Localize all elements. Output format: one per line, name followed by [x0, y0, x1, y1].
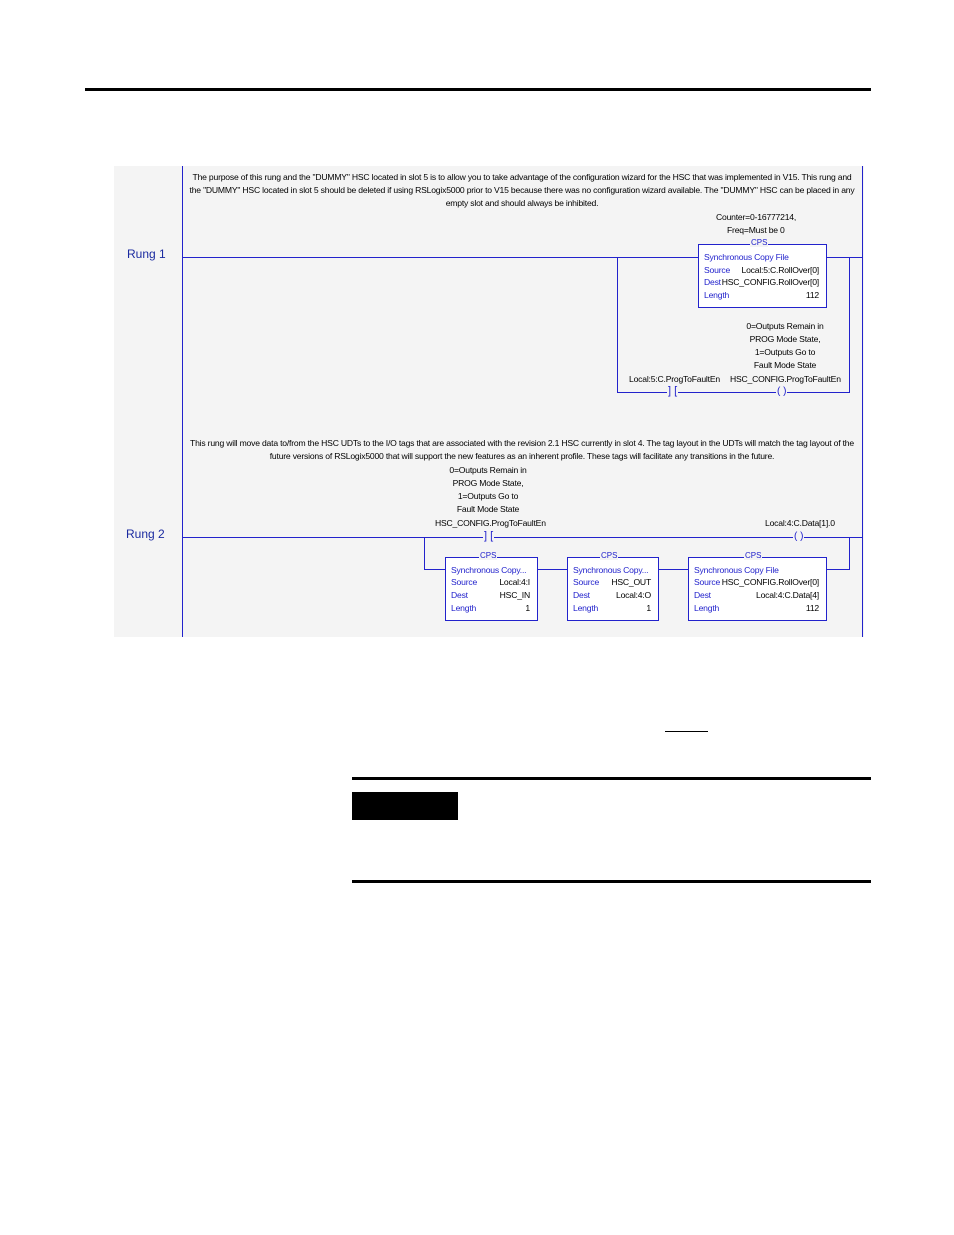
- rung-2-comment-line: This rung will move data to/from the HSC UDTs to the I/O tags that are associated with the revision 2.1 HSC currently in slot 4. The tag layout in the UDTs will match the tag layout of the: [190, 438, 854, 448]
- coil-desc-line: 1=Outputs Go to: [754, 347, 816, 357]
- rung-2-branch-wire: [659, 569, 688, 570]
- rung-1-wire: [183, 257, 698, 258]
- rung-1-contact-tag[interactable]: Local:5:C.ProgToFaultEn: [629, 374, 720, 384]
- block-dest-label: Dest: [573, 590, 590, 600]
- cps-mnemonic: CPS: [601, 551, 618, 560]
- cps-mnemonic: CPS: [480, 551, 497, 560]
- rung-1-comment-line: empty slot and should always be inhibited.: [445, 198, 599, 208]
- rung-1-coil-desc: [700, 320, 870, 372]
- block-length-label: Length: [451, 603, 477, 613]
- block-length-value[interactable]: 112: [805, 603, 819, 613]
- rung-1-label[interactable]: Rung 1: [127, 247, 166, 261]
- rung-1-comment-line: the "DUMMY" HSC located in slot 5 should be deleted if using RSLogix5000 prior to V15 because there was no configuration wizard available. The "DUMMY" HSC can be placed in any: [189, 185, 855, 195]
- block-source-label: Source: [694, 577, 721, 587]
- contact-desc-line: 1=Outputs Go to: [457, 491, 519, 501]
- rung-2-label[interactable]: Rung 2: [126, 527, 165, 541]
- rung-2-cps-block-1[interactable]: [445, 557, 538, 621]
- block-length-value[interactable]: 112: [805, 290, 819, 300]
- header-rule: [85, 88, 871, 91]
- rung-1-block-desc: Freq=Must be 0: [727, 225, 785, 235]
- rung-2-contact-icon[interactable]: ] [: [484, 530, 494, 542]
- rung-1-coil-icon[interactable]: ( ): [777, 386, 787, 397]
- rung-2-cps-block-2[interactable]: [567, 557, 659, 621]
- rung-2-contact-tag[interactable]: HSC_CONFIG.ProgToFaultEn: [435, 518, 546, 528]
- block-source-value[interactable]: HSC_OUT: [611, 577, 651, 587]
- rung-2-branch: [849, 537, 850, 570]
- important-label: [352, 792, 458, 820]
- coil-desc-line: 0=Outputs Remain in: [746, 321, 824, 331]
- block-length-label: Length: [694, 603, 720, 613]
- important-bottom-rule: [352, 880, 871, 883]
- block-dest-value[interactable]: Local:4:O: [616, 590, 651, 600]
- contact-desc-line: PROG Mode State,: [452, 478, 524, 488]
- block-dest-label: Dest: [704, 277, 721, 287]
- cps-mnemonic: CPS: [751, 238, 768, 247]
- block-dest-value[interactable]: Local:4:C.Data[4]: [755, 590, 819, 600]
- contact-desc-line: Fault Mode State: [456, 504, 520, 514]
- rung-2-branch-wire: [827, 569, 849, 570]
- rung-2-coil-tag[interactable]: Local:4:C.Data[1].0: [765, 518, 835, 528]
- block-length-label: Length: [573, 603, 599, 613]
- rung-2-coil-icon[interactable]: ( ): [794, 531, 804, 542]
- right-power-rail: [862, 166, 863, 637]
- rung-1-block-desc: Counter=0-16777214,: [716, 212, 797, 222]
- block-source-value[interactable]: Local:5:C.RollOver[0]: [741, 265, 819, 275]
- rung-1-comment: [184, 171, 860, 210]
- rung-2-branch-wire: [538, 569, 567, 570]
- block-title: Synchronous Copy...: [573, 565, 649, 575]
- rung-2-cps-block-3[interactable]: [688, 557, 827, 621]
- rung-1-comment-line: The purpose of this rung and the "DUMMY" HSC located in slot 5 is to allow you to take advantage of the configuration wizard for the HSC that was implemented in V15. This rung and: [192, 172, 852, 182]
- rung-1-branch: [617, 257, 618, 393]
- coil-desc-line: PROG Mode State,: [749, 334, 821, 344]
- block-dest-value[interactable]: HSC_CONFIG.RollOver[0]: [721, 277, 819, 287]
- rung-1-contact-icon[interactable]: ] [: [668, 385, 678, 397]
- rung-2-branch: [424, 537, 425, 570]
- block-title: Synchronous Copy File: [704, 252, 789, 262]
- block-source-label: Source: [704, 265, 731, 275]
- block-dest-label: Dest: [694, 590, 711, 600]
- block-dest-value[interactable]: HSC_IN: [499, 590, 530, 600]
- block-length-label: Length: [704, 290, 730, 300]
- block-source-value[interactable]: HSC_CONFIG.RollOver[0]: [721, 577, 819, 587]
- block-title: Synchronous Copy...: [451, 565, 527, 575]
- rung-1-wire: [827, 257, 862, 258]
- rung-1-cps-block[interactable]: [698, 244, 827, 308]
- coil-desc-line: Fault Mode State: [753, 360, 817, 370]
- block-length-value[interactable]: 1: [525, 603, 530, 613]
- left-power-rail: [182, 166, 183, 637]
- block-source-label: Source: [451, 577, 478, 587]
- rung-2-comment-line: future versions of RSLogix5000 that will support the new features as an inherent profile. These tags will facilitate any transitions in the future.: [269, 451, 775, 461]
- contact-desc-line: 0=Outputs Remain in: [449, 465, 527, 475]
- rung-1-branch-wire: [617, 392, 849, 393]
- block-source-value[interactable]: Local:4:I: [499, 577, 530, 587]
- block-dest-label: Dest: [451, 590, 468, 600]
- cps-mnemonic: CPS: [745, 551, 762, 560]
- rung-2-contact-desc: [400, 464, 576, 516]
- block-title: Synchronous Copy File: [694, 565, 779, 575]
- rung-2-wire: [183, 537, 862, 538]
- block-length-value[interactable]: 1: [646, 603, 651, 613]
- important-top-rule: [352, 777, 871, 780]
- block-source-label: Source: [573, 577, 600, 587]
- rung-1-coil-tag[interactable]: HSC_CONFIG.ProgToFaultEn: [730, 374, 841, 384]
- link-underline[interactable]: [665, 731, 708, 732]
- rung-2-branch-wire: [424, 569, 445, 570]
- rung-2-comment: [184, 437, 860, 463]
